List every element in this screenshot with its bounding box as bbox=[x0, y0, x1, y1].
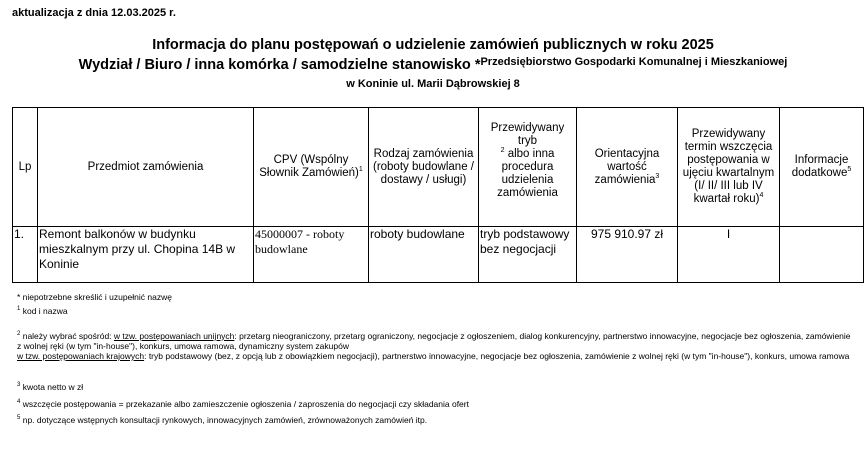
cell-lp: 1. bbox=[13, 227, 38, 283]
table-header-row bbox=[13, 108, 864, 227]
footnote-5-marker: 5 bbox=[17, 415, 21, 421]
cpv-header-text: CPV (Wspólny Słownik Zamówień) bbox=[259, 154, 359, 179]
document-title: Informacja do planu postępowań o udzielenie zamówień publicznych w roku 2025 bbox=[152, 37, 714, 53]
update-date: aktualizacja z dnia 12.03.2025 r. bbox=[12, 7, 176, 19]
footnote-ref-4: 4 bbox=[759, 192, 764, 200]
organization-name: Przedsiębiorstwo Gospodarki Komunalnej i Mieszkaniowej bbox=[480, 56, 788, 68]
cell-value: 975 910.97 zł bbox=[577, 227, 678, 283]
col-header-cpv bbox=[254, 108, 369, 227]
footnote-3-text: kwota netto w zł bbox=[22, 382, 84, 392]
organization-address: w Koninie ul. Marii Dąbrowskiej 8 bbox=[346, 78, 520, 90]
cell-type: roboty budowlane bbox=[369, 227, 479, 283]
footnote-4-marker: 4 bbox=[17, 399, 21, 405]
footnote-ref-3: 3 bbox=[655, 172, 660, 180]
footnote-1-marker: 1 bbox=[17, 306, 21, 312]
cell-cpv: 45000007 - roboty budowlane bbox=[254, 227, 369, 283]
cell-mode: tryb podstawowy bez negocjacji bbox=[479, 227, 577, 283]
cell-term: I bbox=[678, 227, 780, 283]
col-header-mode bbox=[479, 108, 577, 227]
mode-header-text-a: Przewidywany tryb bbox=[490, 122, 565, 147]
footnote-ref-5: 5 bbox=[847, 166, 852, 174]
footnote-2-text-a: należy wybrać spośród: bbox=[22, 331, 114, 341]
value-header-text: Orientacyjna wartość zamówienia bbox=[594, 147, 660, 186]
col-header-value bbox=[577, 108, 678, 227]
footnote-4-text: wszczęcie postępowania = przekazanie albo zamieszczenie ogłoszenia / zaproszenia do negocjacji czy składania ofert bbox=[22, 399, 469, 409]
cell-subject: Remont balkonów w budynku mieszkalnym przy ul. Chopina 14B w Koninie bbox=[38, 227, 254, 283]
footnote-5 bbox=[17, 415, 852, 425]
footnote-2-eu-label: w tzw. postępowaniach unijnych bbox=[113, 331, 235, 341]
footnote-3 bbox=[17, 382, 852, 392]
col-header-term bbox=[678, 108, 780, 227]
footnote-5-text: np. dotyczące wstępnych konsultacji rynkowych, innowacyjnych zamówień, zrównoważonych zamówień itp. bbox=[22, 415, 428, 425]
footnote-star: * niepotrzebne skreślić i uzupełnić nazwę bbox=[17, 292, 172, 302]
footnote-4 bbox=[17, 399, 852, 409]
footnote-1 bbox=[17, 306, 852, 316]
term-header-text: Przewidywany termin wszczęcia postępowania w ujęciu kwartalnym (I/ II/ III lub IV kwartał roku) bbox=[682, 128, 775, 205]
footnote-2-marker: 2 bbox=[17, 331, 21, 337]
footnote-ref-1: 1 bbox=[358, 166, 363, 174]
document-subtitle bbox=[0, 56, 866, 74]
footnote-2 bbox=[17, 331, 852, 361]
table-row bbox=[13, 227, 864, 283]
col-header-type: Rodzaj zamówienia (roboty budowlane / dostawy / usługi) bbox=[369, 108, 479, 227]
footnote-ref-2: 2 bbox=[500, 147, 505, 155]
col-header-lp: Lp bbox=[13, 108, 38, 227]
procurement-plan-table bbox=[12, 107, 864, 283]
mode-header-text-b: albo inna procedura udzielenia zamówienia bbox=[497, 148, 558, 199]
unit-label: Wydział / Biuro / inna komórka / samodzielne stanowisko * bbox=[78, 57, 481, 73]
footnote-2-text-c: : tryb podstawowy (bez, z opcją lub z obowiązkiem negocjacji), partnerstwo innowacyjne, negocjacje bez ogłoszenia, zamówienie z wolnej ręki (w tym "in-house"), konkurs, umowa ramowa bbox=[144, 351, 850, 361]
footnote-2-national-label: w tzw. postępowaniach krajowych bbox=[17, 351, 145, 361]
footnote-1-text: kod i nazwa bbox=[22, 306, 68, 316]
cell-info bbox=[780, 227, 864, 283]
col-header-info bbox=[780, 108, 864, 227]
footnote-3-marker: 3 bbox=[17, 382, 21, 388]
col-header-subject: Przedmiot zamówienia bbox=[38, 108, 254, 227]
footnote-2-text-b: : przetarg nieograniczony, przetarg ograniczony, negocjacje z ogłoszeniem, dialog konkurencyjny, partnerstwo innowacyjne, negocjacje bez ogłoszenia, zamówienie z wolnej ręki (w tym "in-house"), konkurs, umowa ramowa, dynamiczny system zakupów bbox=[17, 331, 851, 351]
info-header-text: Informacje dodatkowe bbox=[791, 154, 849, 179]
